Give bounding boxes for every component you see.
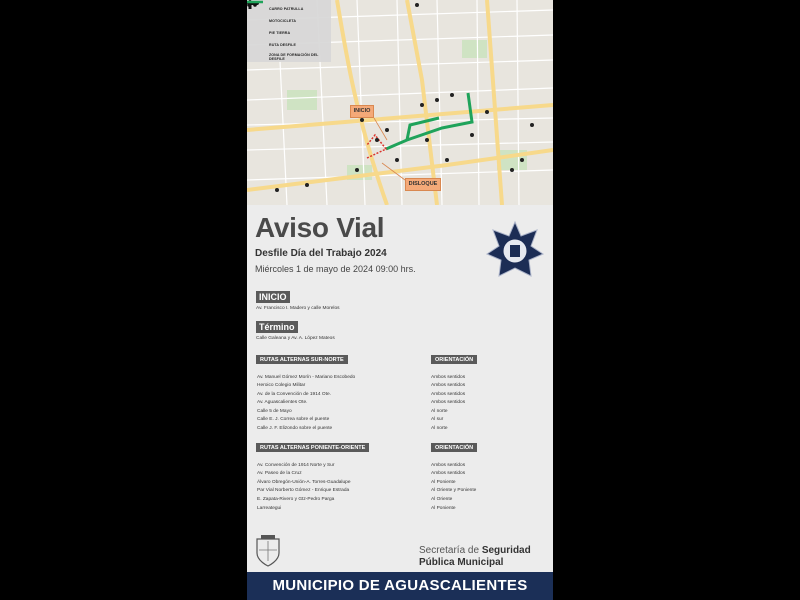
sur-norte-orient-header: ORIENTACIÓN <box>431 355 477 364</box>
map-legend <box>247 0 331 62</box>
termino-label: Término <box>256 321 298 333</box>
route-cell: Par Vial Norberto Gómez - Enrique Estrada <box>257 488 350 493</box>
secretaria-line1 <box>419 545 531 556</box>
orient-cell: Ambos sentidos <box>431 375 466 380</box>
orient-cell: Ambos sentidos <box>431 463 466 468</box>
green-line-icon <box>251 53 265 61</box>
legend-row <box>251 27 327 39</box>
orient-cell: Ambos sentidos <box>431 392 466 397</box>
legend-row <box>251 15 327 27</box>
sur-norte-header: RUTAS ALTERNAS SUR-NORTE <box>256 355 348 364</box>
police-badge-icon <box>485 220 545 282</box>
officer-on-foot-icon <box>251 29 267 37</box>
route-cell: Larreategui <box>257 506 282 511</box>
route-cell: Av. Aguascalientes Ote. <box>257 400 308 405</box>
orient-cell: Al Oriente y Poniente <box>431 488 477 493</box>
motorcycle-icon <box>251 17 267 25</box>
orient-cell: Al sur <box>431 417 444 422</box>
termino-text: Calle Galeana y Av. A. López Mateos <box>256 336 335 341</box>
legend-row <box>251 51 327 63</box>
route-cell: Av. de la Convención de 1914 Ote. <box>257 392 331 397</box>
route-cell: Av. Manuel Gómez Morín - Mariano Escobedo <box>257 375 356 380</box>
route-cell: Calle 5 de Mayo <box>257 409 292 414</box>
orient-cell: Al Poniente <box>431 480 456 485</box>
legend-row <box>251 39 327 51</box>
route-cell: Av. Paseo de la Cruz <box>257 471 302 476</box>
legend-row <box>251 3 327 15</box>
poniente-oriente-header: RUTAS ALTERNAS PONIENTE-ORIENTE <box>256 443 369 452</box>
dashed-route-icon <box>251 41 267 49</box>
page-title: Aviso Vial <box>255 212 385 243</box>
orient-cell: Ambos sentidos <box>431 471 466 476</box>
route-cell: Av. Convención de 1914 Norte y Sur <box>257 463 335 468</box>
event-datetime: Miércoles 1 de mayo de 2024 09:00 hrs. <box>255 264 416 274</box>
secretaria-line2: Pública Municipal <box>419 557 504 568</box>
route-map <box>247 0 553 205</box>
orient-cell: Al norte <box>431 426 448 431</box>
legend-label: ZONA DE FORMACIÓN DEL DESFILE <box>268 53 319 61</box>
orient-cell: Al Poniente <box>431 506 456 511</box>
legend-label: MOTOCICLETA <box>269 19 297 23</box>
end-callout: DISLOQUE <box>405 178 441 191</box>
route-cell: Calle J. F. Elizondo sobre el puente <box>257 426 333 431</box>
orient-cell: Al norte <box>431 409 448 414</box>
poniente-oriente-orient-header: ORIENTACIÓN <box>431 443 477 452</box>
page-subtitle: Desfile Día del Trabajo 2024 <box>255 248 387 259</box>
legend-label: PIE TIERRA <box>269 31 291 35</box>
orient-cell: Ambos sentidos <box>431 400 466 405</box>
secretaria-prefix: Secretaría de <box>419 545 480 556</box>
municipality-banner: MUNICIPIO DE AGUASCALIENTES <box>247 572 553 600</box>
inicio-label: INICIO <box>256 291 290 303</box>
route-cell: Álvaro Obregón-Unión-A. Torres-Guadalupe <box>257 480 351 485</box>
legend-label: CARRO PATRULLA <box>269 7 304 11</box>
route-cell: Calle E. J. Correa sobre el puente <box>257 417 330 422</box>
orient-cell: Al Oriente <box>431 497 453 502</box>
legend-label: RUTA DESFILE <box>269 43 296 47</box>
municipal-coat-of-arms-icon <box>255 535 281 567</box>
secretaria-bold: Seguridad <box>481 545 531 556</box>
orient-cell: Ambos sentidos <box>431 383 466 388</box>
start-callout: INICIO <box>350 105 374 118</box>
route-cell: E. Zapata-Rivero y Gtz-Pedro Parga <box>257 497 335 502</box>
traffic-notice-poster <box>247 0 553 600</box>
inicio-text: Av. Francisco I. Madero y calle Morelos <box>256 306 340 311</box>
route-cell: Heroico Colegio Militar <box>257 383 306 388</box>
